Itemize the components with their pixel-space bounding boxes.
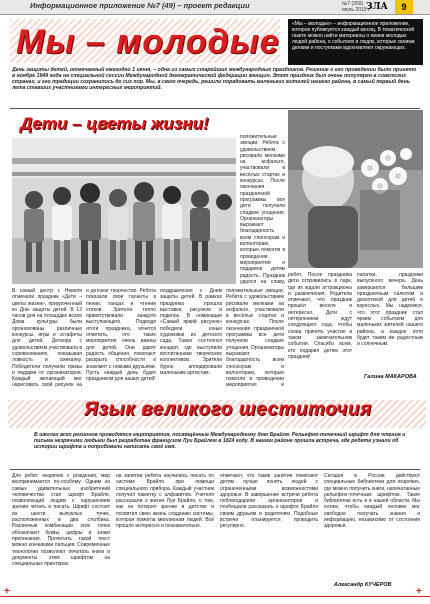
article1-col3: и детское творчество. Ребята показали свои таланты в пении, танцах и чтении стихов. Зрители тепло приветствовали каждого выступающего. Подводя итоги праздника, хочется отметить, что такие мероприятия очень важны для детей. Они дарят радость общения, помогают раскрыть способности и знакомят с новыми друзьями. Пусть каждый день будет праздником для наших детей!	[86, 288, 156, 383]
bottom-rule	[0, 596, 430, 597]
registration-mark-icon: +	[416, 586, 422, 597]
masthead-title: Мы – молодые	[16, 23, 280, 61]
girl-with-flowers-photo	[288, 110, 423, 268]
article1-col5: ребят. После праздника дети отправились в парк, где их ждали аттракционы и развлечения. Родители отмечают, что праздник прошёл весело и интересно. Дети с нетерпением ждут следующего года, чтобы снова принять участие в таком замечательном событии. Спасибо всем, кто подарил детям этот праздник!	[288, 272, 352, 360]
page-number: 9	[395, 0, 413, 14]
article2-col1: Для ребят, незрячих с рождения, мир воспринимается по-особому. Одним из самых удивительных изобретений человечества стал шрифт Брайля, позволяющий людям с нарушением зрения читать и писать. Шрифт состоит из шести выпуклых точек, расположенных в два столбика. Различные комбинации этих точек обозначают буквы, цифры и знаки препинания. Прочитать такой текст можно кончиками пальцев. Современные технологии позволяют печатать книги и документы этим шрифтом на специальных принтерах.	[12, 473, 110, 568]
intro-box: «Мы – молодые» – информационное приложение, которое публикуется каждый месяц. В тематической газете можно найти материалы о жизни молодых людей района, о событиях и людях, которые своими делами и поступками вдохновляют окружающих.	[288, 19, 423, 65]
masthead	[10, 19, 280, 63]
article1-col6: палатки, праздники выпускного вечера. День завершился большим праздничным салютом и дискотекой для детей и взрослых. Мы надеемся, что этот праздник стал ярким событием для маленьких жителей нашего района, а каждое лето будет таким же радостным и солнечным.	[357, 272, 423, 348]
article1-col2: положительные эмоции. Ребята с удовольствием рисовали мелками на асфальте, участвовали в весёлых стартах и конкурсах. После окончания праздничной программы все дети получили сладкие угощения. Организаторы выражают благодарность всем спонсорам и волонтёрам, которые помогли в проведении мероприятия и подарили детям радость. Праздник удался на славу,	[240, 134, 285, 284]
article1-signature: Галина МАКАРОВА	[364, 374, 417, 380]
article2-col2: на занятии ребята научились писать по системе Брайля при помощи специального прибора. Каждый участник получил памятку с алфавитом. Учителя рассказали о жизни Луи Брайля, о том, как он потерял зрение в детстве и посвятил свою жизнь созданию системы, которая помогла миллионам людей. Всё прошло интересно и познавательно.	[116, 473, 214, 530]
issue-date: июль 2015 г.	[342, 7, 371, 13]
issue-number: №7 (269)	[342, 1, 364, 7]
children-group-photo	[12, 138, 236, 284]
header-title: Информационное приложение №7 (49) – проект редакции	[30, 1, 250, 10]
article1-col2b: положительные эмоции. Ребята с удовольствием рисовали мелками на асфальте, участвовали в весёлых стартах и конкурсах. После окончания праздничной программы все дети получили сладкие угощения. Организаторы выражают благодарность всем спонсорам и волонтёрам, которые помогли в проведении мероприятия и	[226, 288, 284, 388]
article2-lede: В школах всех регионов проводятся мероприятия, посвящённые Международному дню Брайля. Рельефно-точечный шрифт для чтения и письма незрячими людьми был разработан французом Луи Брайлем в 1824 году. В нашем районе прошла встреча, где ребята узнали об истории шрифта и попробовали написать своё имя.	[34, 432, 406, 451]
newspaper-logo: ЗЛА	[366, 2, 388, 12]
article1-col1: В самый центр г. Невеля отмечали праздник «Дети – цветы жизни», приуроченный ко Дню защиты детей. В 12 часов дня на площадке возле Дома культуры были организованы различные конкурсы, игры и эстафеты для детей. Детвора с удовольствием участвовала в соревнованиях, показывая ловкость и смекалку. Победители получили призы и подарки от организаторов. Каждый желающий мог нарисовать свой рисунок на	[12, 288, 82, 388]
article2-col4: Сегодня в России действуют специальные библиотеки для незрячих, где можно получить книги, напечатанные рельефно-точечным шрифтом. Такие библиотеки есть и в нашей области. Мы хотим, чтобы каждый человек мог свободно получать знания и информацию, независимо от состояния здоровья.	[324, 473, 420, 530]
article1-headline: Дети – цветы жизни!	[20, 114, 209, 133]
article1-col4: поздравления с Днем защиты детей. В рамках праздника прошла выставка рисунков и поделок. В номинации «Самый яркий рисунок» победили юные художники из детского сада. Также состоялся концерт, где выступили воспитанники творческих коллективов. Зрители бурно аплодировали маленьким артистам.	[160, 288, 222, 376]
article1-lede: День защиты детей, отмечаемый ежегодно 1 июня, – одна из самых старейших международных праздников. Решение о его проведении было принято в ноябре 1949 года на специальной сессии Международной демократической федерации женщин. Этот праздник был очень популярен в советских странах, и его традиции сохранились до сих пор. Мы, в свою очередь, решили порадовать маленьких жителей нашего района, в самый первый день лета ставших участниками интересных мероприятий.	[12, 67, 417, 92]
divider	[10, 469, 420, 470]
divider	[10, 108, 420, 109]
article2-signature: Александр КУЧЕРОВ	[334, 582, 392, 588]
article2-col3: отмечают, что такие занятия помогают детям лучше понять людей с ограниченными возможностями здоровья. В завершение встречи ребята поблагодарили организаторов и пообещали рассказать о шрифте Брайля своим друзьям и родителям. Подобные встречи планируется проводить регулярно.	[220, 473, 318, 530]
header-bar	[0, 0, 430, 15]
article2-headline: Язык великого шеститочия	[84, 399, 372, 420]
registration-mark-icon: +	[4, 586, 10, 597]
